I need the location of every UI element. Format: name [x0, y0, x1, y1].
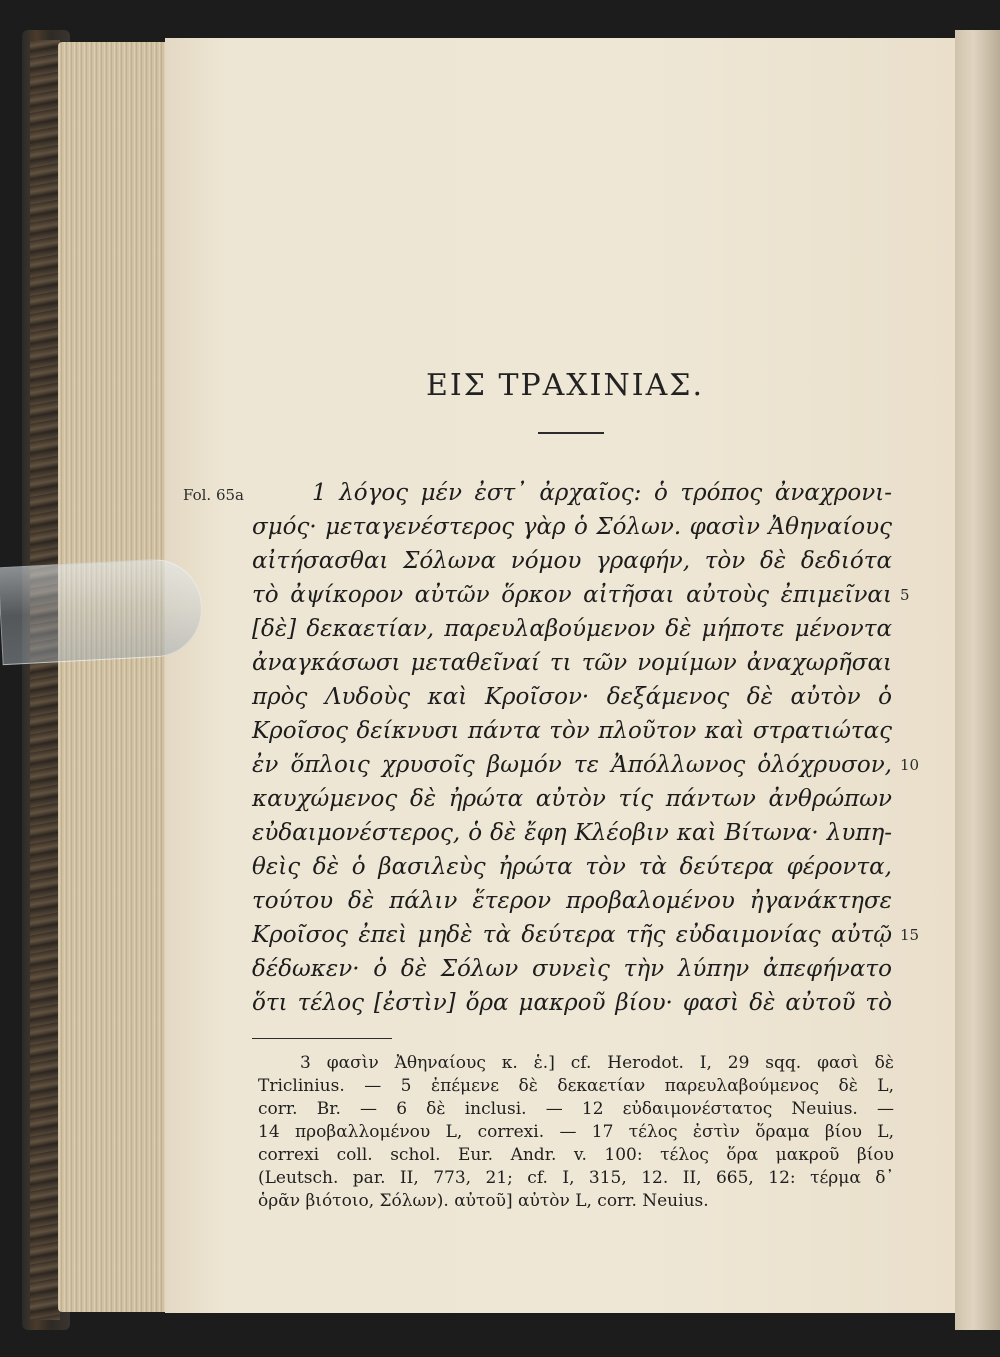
- text-line: σμός· μεταγενέστερος γὰρ ὁ Σόλων. φασὶν Ἀθηναίους: [252, 514, 892, 540]
- text-line: Κροῖσος δείκνυσι πάντα τὸν πλοῦτον καὶ στρατιώτας: [252, 718, 892, 744]
- text-line: αἰτήσασθαι Σόλωνα νόμου γραφήν, τὸν δὲ δεδιότα: [252, 548, 892, 574]
- title-rule: [538, 432, 604, 434]
- footnote-line: corr. Br. — 6 δὲ inclusi. — 12 εὐδαιμονέστατος Neuius. —: [258, 1099, 894, 1119]
- text-line: ἀναγκάσωσι μεταθεῖναί τι τῶν νομίμων ἀναχωρῆσαι: [252, 650, 892, 676]
- text-line: [δὲ] δεκαετίαν, παρευλαβούμενον δὲ μήποτε μένοντα: [252, 616, 892, 642]
- footnote-line: correxi coll. schol. Eur. Andr. v. 100: τέλος ὅρα μακροῦ βίου: [258, 1145, 894, 1165]
- page-title: ΕΙΣ ΤΡΑΧΙΝΙΑΣ.: [425, 368, 705, 403]
- marbled-cover-edge: [30, 40, 60, 1320]
- glass-page-weight: [0, 557, 204, 665]
- text-line: εὐδαιμονέστερος, ὁ δὲ ἔφη Κλέοβιν καὶ Βίτωνα· λυπη-: [252, 820, 892, 846]
- text-line: δέδωκεν· ὁ δὲ Σόλων συνεὶς τὴν λύπην ἀπεφήνατο: [252, 956, 892, 982]
- footnote-line: ὁρᾶν βιότοιο, Σόλων). αὐτοῦ] αὐτὸν L, corr. Neuius.: [258, 1191, 709, 1211]
- footnote-line: Triclinius. — 5 ἐπέμενε δὲ δεκαετίαν παρευλαβούμενος δὲ L,: [258, 1076, 894, 1096]
- text-line: καυχώμενος δὲ ἠρώτα αὐτὸν τίς πάντων ἀνθρώπων: [252, 786, 892, 812]
- footnote-line: 14 προβαλλομένου L, correxi. — 17 τέλος ἐστὶν ὅραμα βίου L,: [258, 1122, 894, 1142]
- line-number: 10: [900, 756, 920, 774]
- text-line: Κροῖσος ἐπεὶ μηδὲ τὰ δεύτερα τῆς εὐδαιμονίας αὐτῷ: [252, 922, 892, 948]
- text-line: θεὶς δὲ ὁ βασιλεὺς ἠρώτα τὸν τὰ δεύτερα φέροντα,: [252, 854, 892, 880]
- facing-page-edge: [955, 30, 1000, 1330]
- text-line: ἐν ὅπλοις χρυσοῖς βωμόν τε Ἀπόλλωνος ὁλόχρυσον,: [252, 752, 892, 778]
- footnote-line: (Leutsch. par. II, 773, 21; cf. I, 315, 12. II, 665, 12: τέρμα δ᾽: [258, 1168, 894, 1188]
- text-line: 1 λόγος μέν ἐστ᾽ ἀρχαῖος: ὁ τρόπος ἀναχρονι-: [312, 480, 892, 506]
- footnote-separator: [252, 1038, 392, 1039]
- footnote-line: 3 φασὶν Ἀθηναίους κ. ἑ.] cf. Herodot. I, 29 sqq. φασὶ δὲ: [300, 1053, 894, 1073]
- folio-reference: Fol. 65a: [183, 486, 244, 504]
- page-stack-edge: [58, 42, 168, 1312]
- text-line: τὸ ἀψίκορον αὐτῶν ὅρκον αἰτῆσαι αὐτοὺς ἐπιμεῖναι: [252, 582, 892, 608]
- text-line: τούτου δὲ πάλιν ἕτερον προβαλομένου ἠγανάκτησε: [252, 888, 892, 914]
- text-line: πρὸς Λυδοὺς καὶ Κροῖσον· δεξάμενος δὲ αὐτὸν ὁ: [252, 684, 892, 710]
- line-number: 5: [900, 586, 910, 604]
- line-number: 15: [900, 926, 920, 944]
- text-line: ὅτι τέλος [ἐστὶν] ὅρα μακροῦ βίου· φασὶ δὲ αὐτοῦ τὸ: [252, 990, 892, 1016]
